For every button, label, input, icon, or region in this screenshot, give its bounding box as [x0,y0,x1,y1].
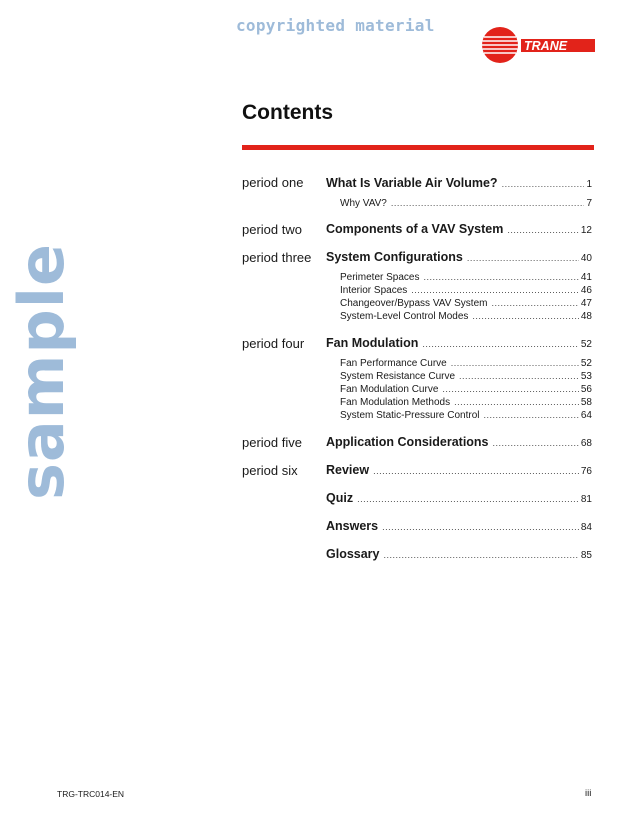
toc-entry-page: 84 [580,522,592,533]
toc-entry[interactable] [326,519,592,533]
toc-entry-page: 41 [580,272,592,283]
dot-leader [373,466,579,476]
toc-subentry[interactable] [340,358,592,369]
dot-leader [423,272,578,282]
toc-entry-title: Fan Modulation [326,336,419,350]
toc-entry-page: 40 [580,253,592,264]
toc-subentry[interactable] [340,298,592,309]
dot-leader [491,298,578,308]
dot-leader [467,253,579,263]
toc-subentry[interactable] [340,311,592,322]
toc-subentry[interactable] [340,198,592,209]
dot-leader [422,339,579,349]
toc-entry-page: 81 [580,494,592,505]
toc-entry-page: 52 [580,358,592,369]
toc-entry-title: Why VAV? [340,198,387,209]
toc-entry-title: System Configurations [326,250,463,264]
period-label: period three [242,250,312,265]
toc-entry[interactable] [326,491,592,505]
dot-leader [484,410,579,420]
toc-entry-title: Fan Modulation Methods [340,397,451,408]
dot-leader [493,438,579,448]
toc-entry-page: 7 [586,198,592,209]
toc-entry-title: System-Level Control Modes [340,311,469,322]
toc-entry-page: 47 [580,298,592,309]
toc-entry-page: 48 [580,311,592,322]
dot-leader [459,371,579,381]
toc-entry-title: What Is Variable Air Volume? [326,176,498,190]
dot-leader [451,358,579,368]
page-title: Contents [242,101,333,124]
toc-entry-page: 64 [580,410,592,421]
toc-subentry[interactable] [340,272,592,283]
dot-leader [411,285,579,295]
toc-entry[interactable] [326,547,592,561]
toc-entry[interactable] [326,336,592,350]
title-divider [242,145,594,150]
dot-leader [384,550,579,560]
toc-entry-title: Glossary [326,547,380,561]
toc-entry-page: 53 [580,371,592,382]
toc-entry-page: 68 [580,438,592,449]
toc-entry-title: Changeover/Bypass VAV System [340,298,488,309]
dot-leader [357,494,579,504]
toc-entry[interactable] [326,435,592,449]
document-code: TRG-TRC014-EN [57,789,125,799]
toc-entry-page: 56 [580,384,592,395]
dot-leader [472,311,578,321]
toc-entry-page: 76 [580,466,592,477]
toc-entry-page: 52 [580,339,592,350]
dot-leader [391,198,585,208]
toc-entry-title: Fan Performance Curve [340,358,447,369]
dot-leader [382,522,579,532]
toc-entry-title: Interior Spaces [340,285,408,296]
toc-entry-title: Application Considerations [326,435,489,449]
period-label: period six [242,463,298,478]
toc-entry-title: Perimeter Spaces [340,272,420,283]
svg-text:TRANE: TRANE [524,39,568,53]
toc-entry-title: Components of a VAV System [326,222,504,236]
toc-entry-page: 12 [580,225,592,236]
toc-entry-title: System Resistance Curve [340,371,456,382]
toc-entry-title: Review [326,463,370,477]
page-number: iii [585,788,592,799]
toc-subentry[interactable] [340,371,592,382]
toc-entry-title: System Static-Pressure Control [340,410,480,421]
sample-watermark: sample [5,242,78,500]
toc-entry[interactable] [326,463,592,477]
toc-entry-title: Answers [326,519,379,533]
dot-leader [502,179,585,189]
toc-entry-page: 1 [586,179,592,190]
toc-entry-title: Quiz [326,491,354,505]
toc-entry[interactable] [326,176,592,190]
period-label: period one [242,175,304,190]
dot-leader [442,384,578,394]
copyright-watermark: copyrighted material [236,16,435,35]
toc-entry[interactable] [326,222,592,236]
toc-entry-page: 46 [580,285,592,296]
dot-leader [507,225,579,235]
period-label: period five [242,435,302,450]
toc-subentry[interactable] [340,397,592,408]
toc-entry[interactable] [326,250,592,264]
trane-logo [481,26,597,64]
period-label: period four [242,336,305,351]
toc-subentry[interactable] [340,285,592,296]
dot-leader [454,397,579,407]
period-label: period two [242,222,302,237]
toc-entry-page: 85 [580,550,592,561]
toc-entry-title: Fan Modulation Curve [340,384,439,395]
toc-entry-page: 58 [580,397,592,408]
toc-subentry[interactable] [340,410,592,421]
toc-subentry[interactable] [340,384,592,395]
